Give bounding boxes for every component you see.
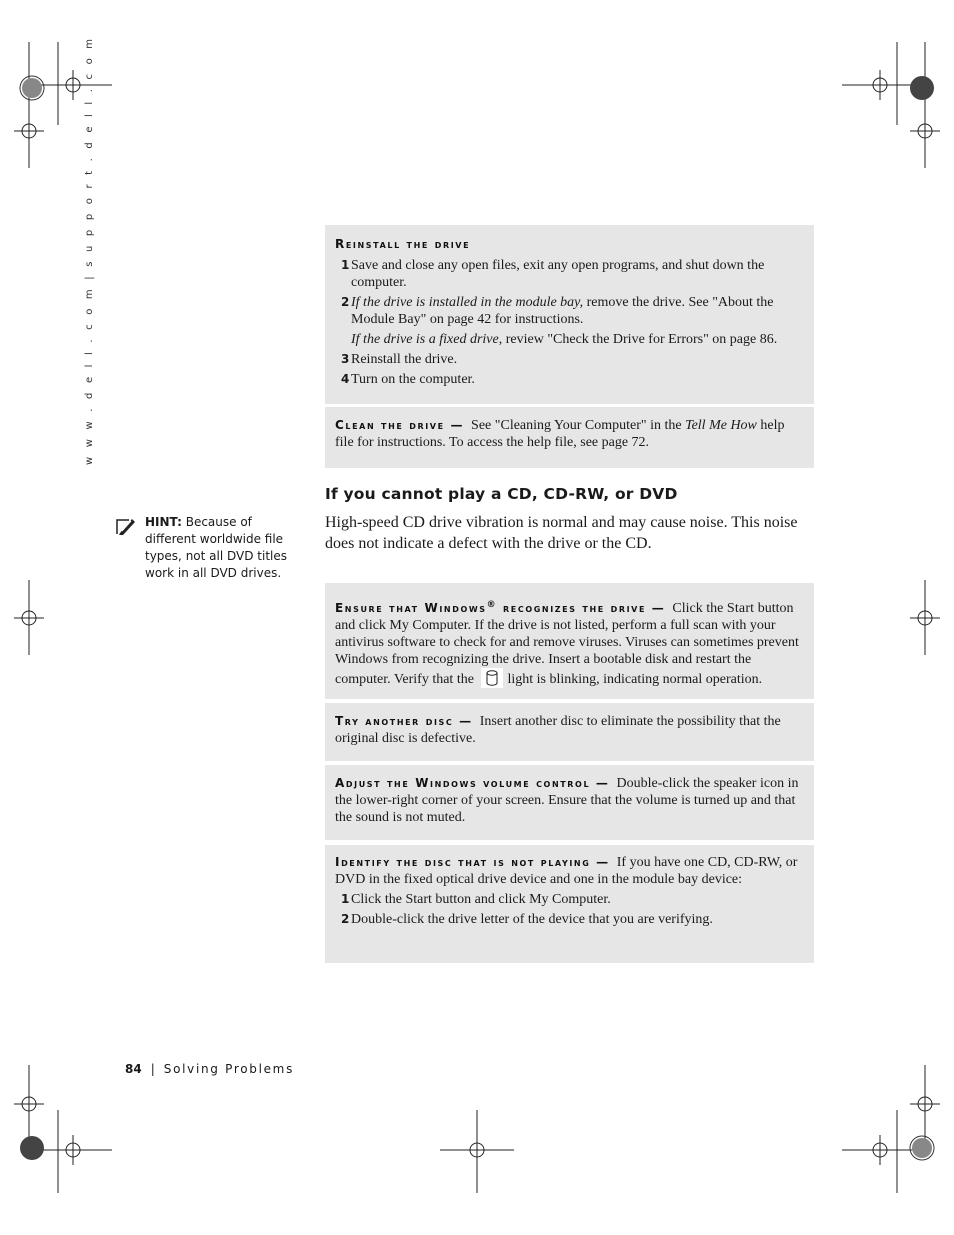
adjust-heading: Adjust the Windows volume control —	[335, 776, 610, 790]
list-item: 2 Double-click the drive letter of the device that you are verifying.	[341, 912, 713, 927]
reinstall-heading: Reinstall the drive	[335, 237, 471, 251]
drive-activity-icon	[481, 668, 503, 688]
section-title: If you cannot play a CD, CD-RW, or DVD	[325, 485, 678, 503]
list-item: If the drive is a fixed drive, review "Check the Drive for Errors" on page 86.	[351, 332, 778, 347]
adjust-volume-box: Adjust the Windows volume control — Double-click the speaker icon in the lower-right corner of your screen. Ensure that the volume is turned up and that the sound is not muted.	[325, 765, 814, 840]
pencil-note-icon	[116, 516, 136, 536]
section-intro: High-speed CD drive vibration is normal and may cause noise. This noise does not indicate a defect with the drive or the CD.	[325, 514, 798, 552]
ensure-windows-box: Ensure that Windows® recognizes the drive — Click the Start button and click My Computer. If the drive is not listed, perform a full scan with your antivirus software to check for and remove viruses. Viruses can sometimes prevent Windows from recognizing the drive. Insert a bootable disk and restart the computer. Verify that the light is blinking, indicating normal operation.	[325, 583, 814, 699]
reinstall-drive-box	[325, 225, 814, 404]
try-another-disc-box: Try another disc — Insert another disc to eliminate the possibility that the original disc is defective.	[325, 703, 814, 761]
identify-disc-box: Identify the disc that is not playing — If you have one CD, CD-RW, or DVD in the fixed optical drive device and one in the module bay device: 1 Click the Start button and click My Computer. 2 Double-click the drive letter of the device that you are verifying.	[325, 845, 814, 963]
hint-note: HINT: Because of different worldwide file types, not all DVD titles work in all DVD drives.	[145, 515, 287, 580]
page-footer: 84 | Solving Problems	[125, 1062, 295, 1076]
clean-drive-box: Clean the drive — See "Cleaning Your Computer" in the Tell Me How help file for instructions. To access the help file, see page 72.	[325, 407, 814, 468]
clean-heading: Clean the drive —	[335, 418, 465, 432]
chapter-title: Solving Problems	[163, 1062, 295, 1076]
list-item: 1 Save and close any open files, exit any open programs, and shut down the computer.	[341, 258, 765, 290]
sidebar-website: w w w . d e l l . c o m | s u p p o r t . d e l l . c o m	[84, 35, 95, 465]
identify-heading: Identify the disc that is not playing —	[335, 855, 610, 869]
list-item: 3 Reinstall the drive.	[341, 352, 458, 367]
page-number: 84	[125, 1062, 142, 1076]
list-item: 2 If the drive is installed in the module bay, remove the drive. See "About the Module Bay" on page 42 for instructions.	[341, 295, 774, 327]
list-item: 4 Turn on the computer.	[341, 372, 475, 387]
ensure-heading: Ensure that Windows® recognizes the drive —	[335, 600, 666, 615]
list-item: 1 Click the Start button and click My Computer.	[341, 892, 611, 907]
try-disc-heading: Try another disc —	[335, 714, 473, 728]
